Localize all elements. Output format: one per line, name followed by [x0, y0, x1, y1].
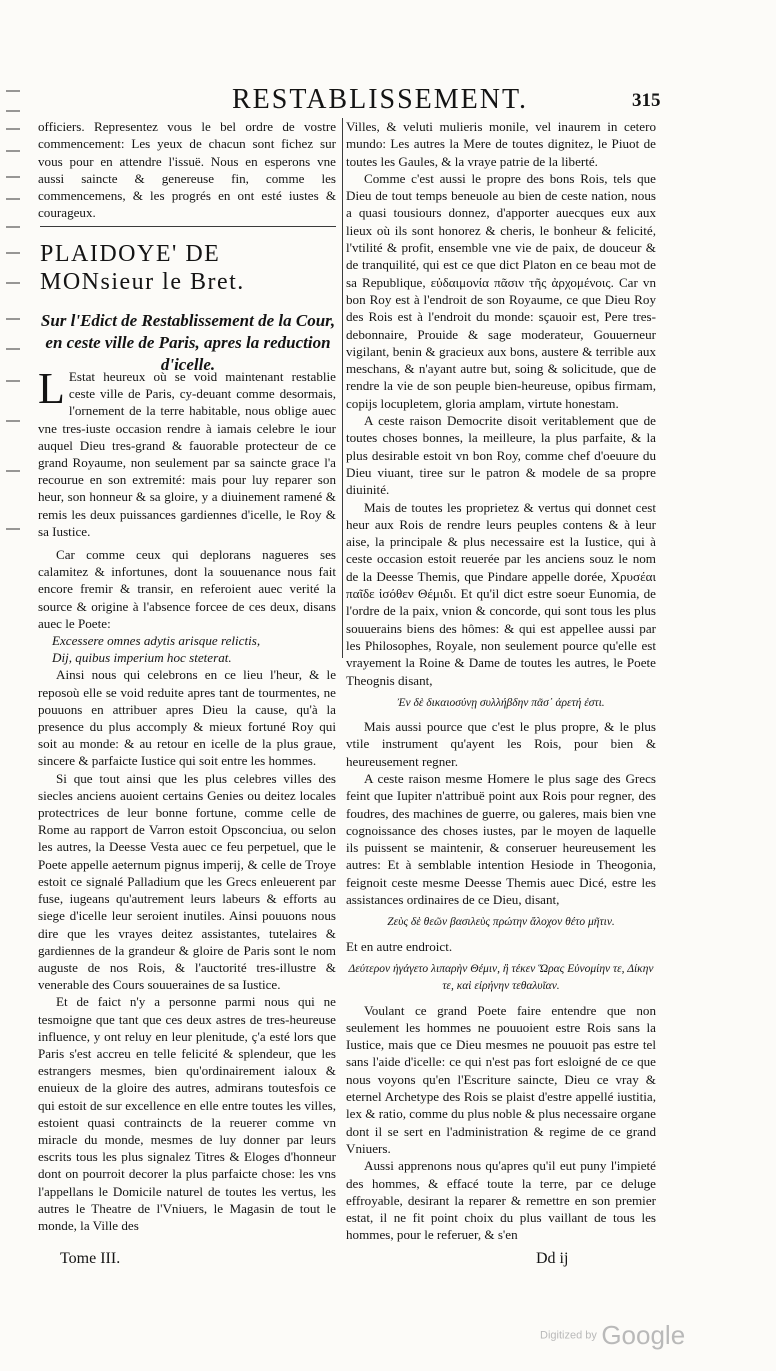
google-watermark	[540, 1320, 685, 1351]
plaidoye-heading	[40, 240, 336, 376]
greek-quotation: Ἐν δὲ δικαιοσύνῃ συλλήβδην πᾶσ᾽ ἀρετή ἐστι.	[397, 696, 605, 709]
paragraph: Et de faict n'y a personne parmi nous qui ne tesmoigne que tant que ces deux astres de tres-heureuse influence, y ont reluy en leur plenitude, ç'a esté lors que Paris s'est accreu en telle felicité & splendeur, que les estrangers mesmes, bien qu'ordinairement ialoux & enuieux de la gloire des autres, admirans toutesfois ce qui estoit de sur excellence en elle entre toutes les villes, estoient quasi contraincts de la reuerer comme vn miracle du monde, mesmes de luy donner par leurs escrits tous les plus signalez Titres & Eloges d'honneur dont on pourroit decorer la plus parfaicte chose: les vns l'appellans le Domicile naturel de toutes les vertus, les autres le Theatre de l'Vniuers, le Magasin de tout le monde, la Ville des	[38, 994, 336, 1233]
paragraph: A ceste raison mesme Homere le plus sage des Grecs feint que Iupiter n'attribuë point aux Rois pour regner, des foudres, des machines de guerre, ou galeres, mais bien vne cognoissance des choses iustes, par le moyen de laquelle ils puissent se maintenir, & conseruer heureusement les autres: Et à semblable intention Hesiode in Theogonia, feignoit ceste mesme Deesse Themis auec Dicé, estre les assistances ordinaires de ce Dieu, disant,	[346, 770, 656, 908]
paragraph: Comme c'est aussi le propre des bons Rois, tels que Dieu de tout temps beneuole au bien de ceste nation, nous a quasi tousiours donnez, d'apporter auecques eux aux lieux où ils sont honorez & cheris, le bonheur & felicité, l'vtilité & profit, ensemble vne vie de paix, de douceur & de tranquilité, qui est ce que dict Platon en ce beau mot de sa Republique, εὐδαιμονία πᾶσιν τῆς ἀρχομένοις. Car vn bon Roy est à l'endroit de son Royaume, ce que Dieu Roy des Rois est à l'endroit du monde: sçauoir est, Pere tres-debonnaire, Prouide & sage moderateur, Gouuerneur vigilant, benin & gracieux aux bons, austere & terrible aux meschans, & n'ayant autre but, soing & solicitude, que de rendre la vie de son peuple bien-heureuse, opibus firmam, copijs locupletem, gloria amplam, virtute honestam.	[346, 170, 656, 411]
right-column-body	[346, 118, 656, 1244]
left-column-top	[38, 118, 336, 222]
running-header-title: RESTABLISSEMENT.	[232, 84, 529, 115]
plaidoye-title: PLAIDOYE' DE MONsieur le Bret.	[40, 241, 245, 295]
google-logo: Google	[601, 1320, 686, 1350]
paragraph: Ainsi nous qui celebrons en ce lieu l'heur, & le reposoù elle se void reduite apres tant de tourmentes, ne pouuons en attribuer apres Dieu la cause, qu'à la presence du plus accomply & mieux fortuné Roy qui soit au monde: & au retour en icelle de la plus graue, sincere & parfaicte Iustice qui soit entre les hommes.	[38, 667, 336, 769]
greek-quotation: Ζεὺς δὲ θεῶν βασιλεὺς πρώτην ἄλοχον θέτο μῆτιν.	[387, 916, 615, 929]
closing-paragraph: officiers. Representez vous le bel ordre de vostre commencement: Les yeux de chacun sont fichez sur vous pour en attendre l'issuë. Nous en esperons vne aussi saincte & genereuse fin, comme les commencemens, & les progrés en ont esté iustes & courageux.	[38, 119, 336, 221]
drop-cap: L	[38, 364, 65, 413]
plaidoye-subtitle: Sur l'Edict de Restablissement de la Cour, en ceste ville de Paris, apres la reduction d'icelle.	[40, 311, 336, 374]
paragraph: Mais de toutes les proprietez & vertus qui donnet cest heur aux Rois de rendre leurs peuples contens & à leur aise, la principale & plus necessaire est la Iustice, qui à ceste occasion estoit reuerée par les anciens souz le nom de la Deesse Themis, que Pindare appelle dorée, Χρυσέαι παῖδε ἰσόθεν Θέμιδι. Et qu'il dict estre soeur Eunomia, de l'ordre de la paix, vnion & concorde, qui sont tous les plus souuerains biens des hômes: & qui est appellee aussi par les Philosophes, Royale, non seulement pource qu'elle est vrayement la Roine & Dame de toutes les autres, le Poete Theognis disant,	[346, 499, 656, 688]
paragraph: Et en autre endroict.	[346, 938, 453, 954]
paragraph: A ceste raison Democrite disoit veritablement que de toutes choses bonnes, la meilleure, la plus parfaite, & la plus desirable estoit vn bon Roy, comme chef d'oeuure du Dieu viuant, tiree sur le patron & modele de sa propre diuinité.	[346, 413, 656, 498]
section-divider	[40, 226, 336, 227]
left-column-body	[38, 364, 336, 1234]
paragraph: Mais aussi pource que c'est le plus propre, & le plus vtile instrument qu'ayent les Rois, pour bien & heureusement regner.	[346, 719, 656, 769]
verse-line: Dij, quibus imperium hoc steterat.	[52, 650, 232, 666]
verse-line: Excessere omnes adytis arisque relictis,	[52, 633, 261, 649]
page-edge-marks	[0, 0, 28, 1040]
paragraph: Villes, & veluti mulieris monile, vel inaurem in cetero mundo: Les autres la Mere de toutes dignitez, le Piuot de toutes les Gaules, & la vraye patrie de la liberté.	[346, 119, 656, 169]
column-divider	[342, 118, 343, 658]
paragraph: L Estat heureux où se void maintenant restablie ceste ville de Paris, cy-deuant comme desormais, l'ornement de la terre habitable, nous oblige auec vne tres-iuste occasion rendre à iamais celebre le iour auquel Dieu tres-grand & fauorable protecteur de ce grand Royaume, non seulement par sa saincte grace l'a recourue en son extremité: mais pour luy reparer son heur, son honneur & sa gloire, y a diuinement ramené & remis les deux puissances gardiennes d'icelle, le Roy & sa Iustice.	[38, 364, 336, 539]
greek-quotation: Δεύτερον ἠγάγετο λιπαρὴν Θέμιν, ἣ τέκεν Ὥρας Εὐνομίην τε, Δίκην τε, καὶ εἰρήνην τεθαλυῖαν.	[348, 962, 654, 993]
paragraph: Si que tout ainsi que les plus celebres villes des siecles anciens auoient certains Genies ou deitez locales protectrices de leur bonne fortune, comme celle de Rome au rapport de Varron estoit Opsconciua, ou selon les autres, la Deesse Vesta auec ce feu perpetuel, que le Poete appelle aeternum pignus imperij, & celle de Troye estoit ce signalé Palladium que les Grecs enleuerent par fuse, iugeans qu'autrement leurs labeurs & efforts au siege d'icelle leur seroient inutiles. Ainsi pouuons nous dire que les vrayes deitez assistantes, tutelaires & gardiennes de la grandeur & gloire de Paris sont le nom auguste de nos Rois, & l'auctorité tres-illustre & venerable des Cours souueraines de sa Iustice.	[38, 770, 336, 993]
footer-tome: Tome III.	[60, 1250, 121, 1267]
paragraph: Voulant ce grand Poete faire entendre que non seulement les hommes ne pouuoient estre Rois sans la Iustice, mais que ce Dieu mesmes ne pouuoit pas estre tel sans l'aide d'icelle: ce qui n'est pas fort esloigné de ce que nous voyons qu'en l'Escriture saincte, Dieu ce vray & eternel Archetype des Rois se plaist d'estre appellé iustitia, lex & ratio, comme du plus noble & plus necessaire organe dont il se sert en l'administration & regime de ce grand Vniuers.	[346, 1002, 656, 1156]
paragraph: Car comme ceux qui deplorans nagueres ses calamitez & infortunes, dont la souuenance nous fait encore fremir & transir, en referoient auec verité la source & origine à l'absence forcee de ces deux, disans auec le Poete:	[38, 547, 336, 631]
page-number: 315	[632, 90, 661, 111]
paragraph: Aussi apprenons nous qu'apres qu'il eut puny l'impieté des hommes, & effacé toute la terre, par ce deluge effroyable, desirant la reparer & remettre en son premier estat, il ne fit point choix du plus vaillant de tous les hommes, pour le referuer, & s'en	[346, 1158, 656, 1243]
watermark-prefix: Digitized by	[540, 1329, 597, 1342]
signature-mark: Dd ij	[536, 1250, 569, 1267]
